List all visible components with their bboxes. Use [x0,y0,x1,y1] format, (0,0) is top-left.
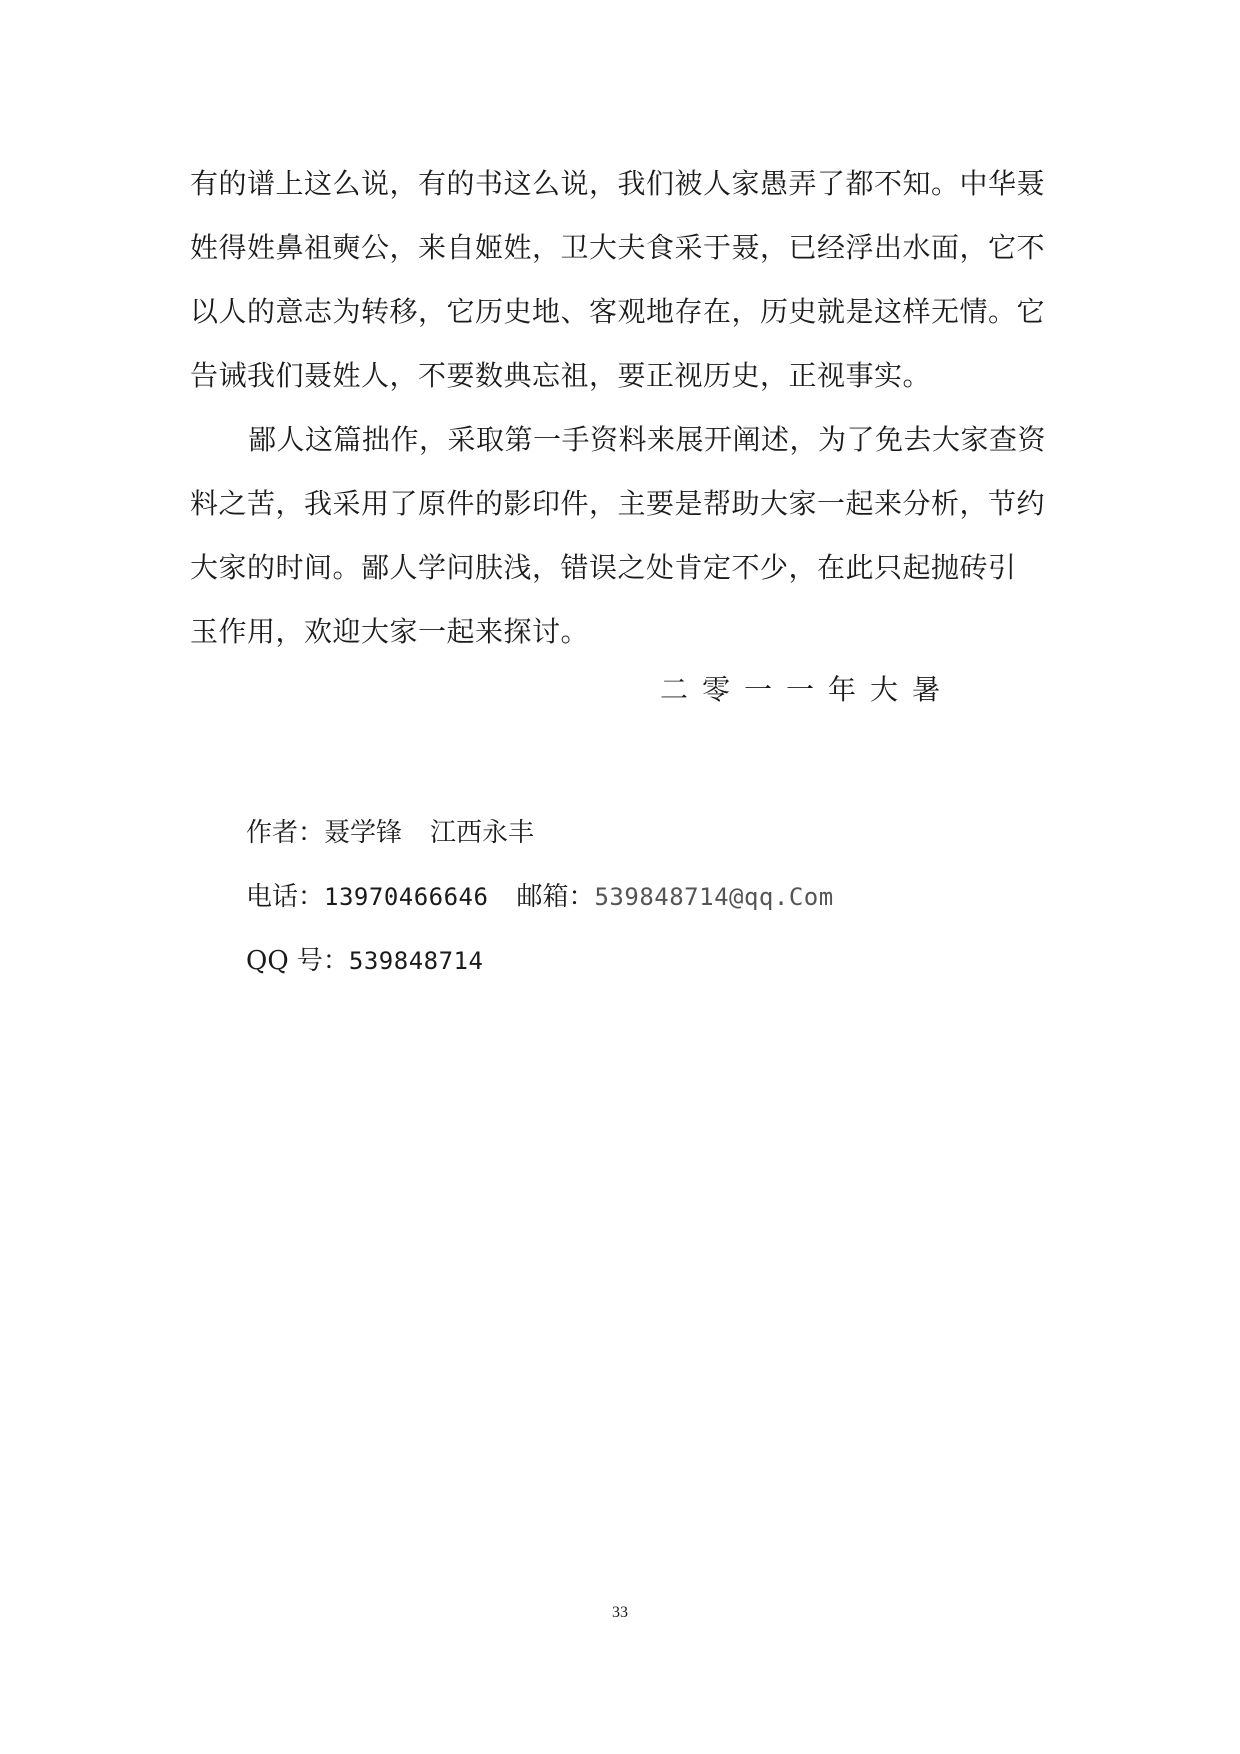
author-location: 江西永丰 [430,818,535,848]
phone-label: 电话： [246,882,325,912]
qq-value: 539848714 [348,947,484,975]
author-line [246,812,534,849]
paragraph-line: 以人的意志为转移，它历史地、客观地存在，历史就是这样无情。它 [190,295,1046,328]
email-label: 邮箱： [516,882,595,912]
paragraph-line: 料之苦，我采用了原件的影印件，主要是帮助大家一起来分析，节约 [190,487,1046,520]
qq-label: QQ 号： [246,946,349,976]
paragraph-line: 大家的时间。鄙人学问肤浅，错误之处肯定不少，在此只起抛砖引 [190,551,1017,584]
page-number: 33 [612,1604,628,1621]
email-value[interactable]: 539848714@qq.Com [594,883,834,911]
author-name: 聂学锋 [324,818,403,848]
paragraph-line: 鄙人这篇拙作，采取第一手资料来展开阐述，为了免去大家查资 [248,423,1047,456]
paragraph-line: 告诫我们聂姓人，不要数典忘祖，要正视历史，正视事实。 [190,359,932,392]
phone-email-line [246,876,834,913]
phone-value: 13970466646 [324,883,489,911]
paragraph-line: 有的谱上这么说，有的书这么说，我们被人家愚弄了都不知。中华聂 [190,167,1046,200]
author-label: 作者： [246,818,325,848]
body-paragraph-2 [190,408,1060,664]
body-paragraph-1 [190,152,1060,408]
qq-line [246,940,483,977]
paragraph-line: 玉作用，欢迎大家一起来探讨。 [190,615,590,648]
date-signature: 二零一一年大暑 [660,673,955,706]
paragraph-line: 姓得姓鼻祖奭公，来自姬姓，卫大夫食采于聂，已经浮出水面，它不 [190,231,1046,264]
